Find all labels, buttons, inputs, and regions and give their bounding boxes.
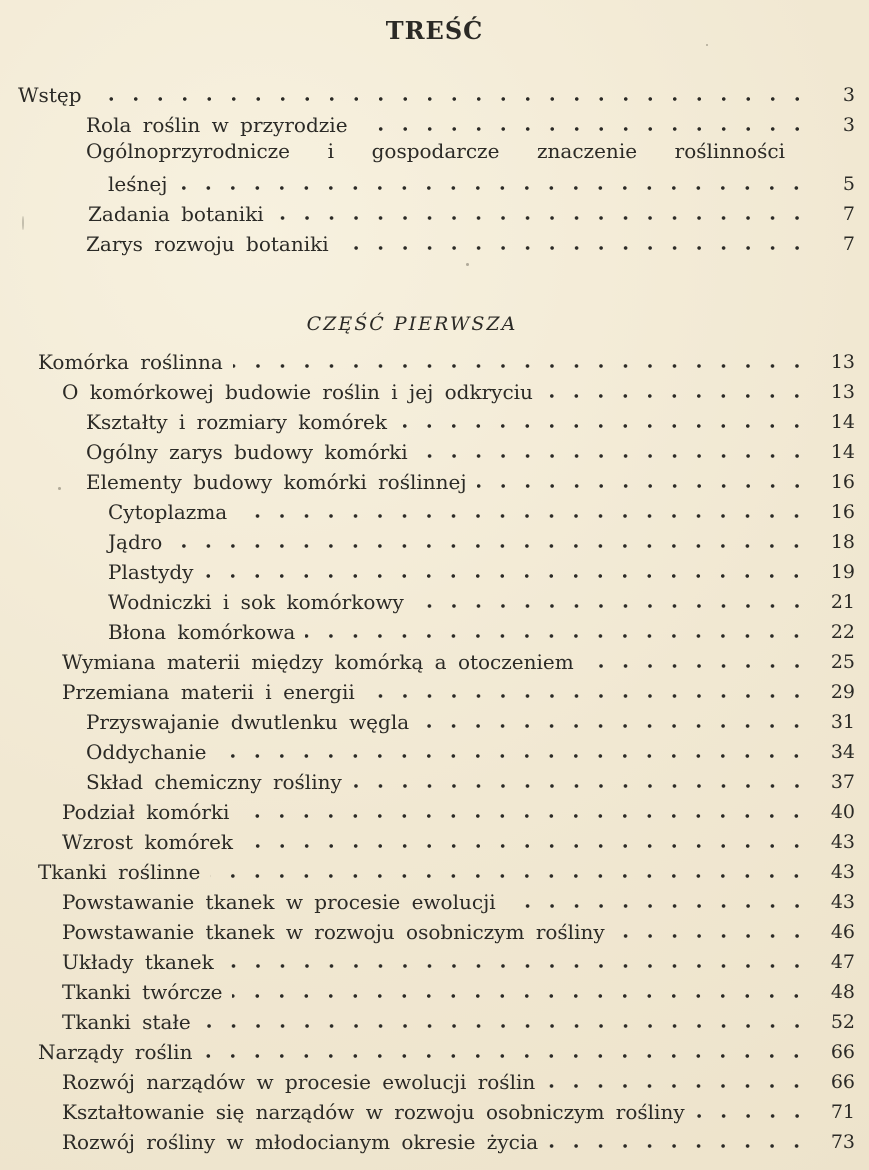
dot-leader [414, 604, 809, 608]
toc-entry-wodniczki[interactable] [108, 585, 855, 615]
paper-speck [22, 216, 24, 230]
toc-entry-elementy-budowy[interactable] [86, 465, 855, 495]
dot-leader [224, 964, 809, 968]
toc-page-number: 66 [830, 1071, 855, 1093]
toc-page-number: 40 [830, 801, 855, 823]
toc-entry-title: Wymiana materii między komórką a otoczeniem [62, 650, 574, 674]
paper-speck [706, 44, 708, 46]
dot-leader [92, 97, 810, 101]
toc-page-number: 18 [830, 531, 855, 553]
toc-page-number: 66 [830, 1041, 855, 1063]
dot-leader [477, 484, 809, 488]
toc-page-number: 7 [842, 233, 855, 255]
toc-page-number: 43 [830, 861, 855, 883]
dot-leader [543, 394, 809, 398]
toc-entry-title: Błona komórkowa [108, 620, 296, 644]
toc-entry-title: Tkanki stałe [62, 1010, 191, 1034]
page-title: TREŚĆ [385, 16, 484, 45]
toc-entry-znaczenie-line2[interactable] [108, 167, 855, 197]
toc-entry-title: Kształty i rozmiary komórek [86, 410, 387, 434]
paper-speck [466, 263, 469, 266]
toc-page-number: 22 [830, 621, 855, 643]
toc-entry-uklady-tkanek[interactable] [62, 945, 855, 975]
toc-page-number: 43 [830, 831, 855, 853]
dot-leader [172, 544, 809, 548]
toc-entry-rozwoj-narzadow[interactable] [62, 1065, 855, 1095]
toc-entry-title: Tkanki roślinne [38, 860, 201, 884]
toc-entry-word: gospodarcze [371, 139, 500, 163]
toc-page-number: 43 [830, 891, 855, 913]
toc-entry-title: Rozwój rośliny w młodocianym okresie życia [62, 1130, 539, 1154]
toc-entry-ksztaltowanie-narzadow[interactable] [62, 1095, 855, 1125]
dot-leader [243, 844, 809, 848]
toc-entry-title: Zadania botaniki [88, 202, 264, 226]
dot-leader [615, 934, 809, 938]
dot-leader [358, 127, 809, 131]
toc-page-number: 5 [842, 173, 855, 195]
toc-entry-znaczenie-line1[interactable] [86, 138, 785, 168]
toc-entry-plastydy[interactable] [108, 555, 855, 585]
toc-entry-tkanki-ewolucja[interactable] [62, 885, 855, 915]
dot-leader [365, 694, 809, 698]
toc-page-number: 14 [830, 411, 855, 433]
toc-page-number: 37 [830, 771, 855, 793]
dot-leader [397, 424, 809, 428]
toc-entry-title: Plastydy [108, 560, 194, 584]
dot-leader [237, 514, 809, 518]
dot-leader [584, 664, 809, 668]
toc-entry-title: Skład chemiczny rośliny [86, 770, 342, 794]
dot-leader [506, 904, 809, 908]
toc-page-number: 16 [830, 501, 855, 523]
toc-entry-zadania-botaniki[interactable] [88, 197, 855, 227]
toc-entry-ksztalty-komorek[interactable] [86, 405, 855, 435]
toc-page-number: 29 [830, 681, 855, 703]
toc-entry-podzial-komorki[interactable] [62, 795, 855, 825]
paper-speck [58, 487, 61, 490]
toc-entry-title: Wstęp [18, 83, 82, 107]
toc-entry-title: Jądro [108, 530, 163, 554]
toc-entry-oddychanie[interactable] [86, 735, 855, 765]
dot-leader [548, 1144, 809, 1148]
toc-entry-title: Powstawanie tkanek w procesie ewolucji [62, 890, 496, 914]
dot-leader [233, 364, 809, 368]
toc-entry-title: Przemiana materii i energii [62, 680, 355, 704]
dot-leader [177, 186, 809, 190]
toc-entry-title: Ogólny zarys budowy komórki [86, 440, 408, 464]
toc-entry-word: Ogólnoprzyrodnicze [86, 139, 291, 163]
toc-page-number: 25 [830, 651, 855, 673]
toc-entry-title: Przyswajanie dwutlenku węgla [86, 710, 410, 734]
toc-entry-title: Rola roślin w przyrodzie [86, 113, 348, 137]
dot-leader [545, 1084, 809, 1088]
toc-page-number: 21 [830, 591, 855, 613]
toc-entry-title: Oddychanie [86, 740, 207, 764]
dot-leader [210, 874, 809, 878]
toc-entry-title: Podział komórki [62, 800, 230, 824]
toc-entry-title: Cytoplazma [108, 500, 228, 524]
toc-entry-rozwoj-mlodocianym[interactable] [62, 1125, 855, 1155]
toc-entry-word: roślinności [674, 139, 785, 163]
toc-page-number: 19 [830, 561, 855, 583]
toc-entry-rola-roslin[interactable] [86, 108, 855, 138]
part-heading: CZĘŚĆ PIERWSZA [306, 313, 518, 335]
toc-page-number: 34 [830, 741, 855, 763]
toc-page-number: 48 [830, 981, 855, 1003]
toc-entry-tkanki-roslinne[interactable] [38, 855, 855, 885]
toc-entry-przemiana-materii[interactable] [62, 675, 855, 705]
toc-page-number: 13 [830, 351, 855, 373]
dot-leader [232, 994, 809, 998]
toc-entry-narzady-roslin[interactable] [38, 1035, 855, 1065]
toc-entry-title: Układy tkanek [62, 950, 214, 974]
dot-leader [274, 216, 809, 220]
dot-leader [339, 246, 809, 250]
toc-entry-title: Kształtowanie się narządów w rozwoju osobniczym rośliny [62, 1100, 685, 1124]
toc-entry-wstep[interactable] [18, 78, 855, 108]
toc-entry-word: i [327, 139, 335, 163]
toc-entry-przyswajanie[interactable] [86, 705, 855, 735]
toc-page-number: 46 [830, 921, 855, 943]
toc-page-number: 16 [830, 471, 855, 493]
toc-entry-cytoplazma[interactable] [108, 495, 855, 525]
dot-leader [419, 724, 809, 728]
toc-entry-title: Zarys rozwoju botaniki [86, 232, 329, 256]
dot-leader [239, 814, 809, 818]
toc-entry-title: O komórkowej budowie roślin i jej odkryciu [62, 380, 533, 404]
toc-page-number: 14 [830, 441, 855, 463]
toc-entry-blona-komorkowa[interactable] [108, 615, 855, 645]
toc-page-number: 52 [830, 1011, 855, 1033]
toc-page-number: 3 [842, 114, 855, 136]
toc-entry-sklad-chemiczny[interactable] [86, 765, 855, 795]
toc-entry-title: Powstawanie tkanek w rozwoju osobniczym rośliny [62, 920, 605, 944]
toc-entry-title: Komórka roślinna [38, 350, 223, 374]
toc-page-number: 7 [842, 203, 855, 225]
toc-entry-zarys-budowy[interactable] [86, 435, 855, 465]
dot-leader [203, 574, 809, 578]
toc-entry-jadro[interactable] [108, 525, 855, 555]
toc-entry-title: Wodniczki i sok komórkowy [108, 590, 404, 614]
toc-entry-zarys-rozwoju[interactable] [86, 227, 855, 257]
toc-entry-budowa-komorkowa[interactable] [62, 375, 855, 405]
toc-entry-tkanki-osobniczy[interactable] [62, 915, 855, 945]
toc-entry-title: leśnej [108, 172, 168, 196]
toc-entry-wymiana-materii[interactable] [62, 645, 855, 675]
toc-entry-title: Tkanki twórcze [62, 980, 223, 1004]
dot-leader [202, 1054, 809, 1058]
toc-entry-title: Narządy roślin [38, 1040, 193, 1064]
toc-entry-word: znaczenie [537, 139, 638, 163]
toc-page-number: 47 [830, 951, 855, 973]
toc-entry-wzrost-komorek[interactable] [62, 825, 855, 855]
dot-leader [695, 1114, 809, 1118]
toc-entry-tkanki-tworcze[interactable] [62, 975, 855, 1005]
toc-entry-title: Rozwój narządów w procesie ewolucji roślin [62, 1070, 536, 1094]
toc-entry-title: Wzrost komórek [62, 830, 234, 854]
dot-leader [418, 454, 809, 458]
toc-page-number: 13 [830, 381, 855, 403]
dot-leader [201, 1024, 809, 1028]
toc-page-number: 3 [842, 84, 855, 106]
toc-page-number: 73 [830, 1131, 855, 1153]
dot-leader [305, 634, 809, 638]
toc-entry-komorka-roslinna[interactable] [38, 345, 855, 375]
toc-entry-title: Elementy budowy komórki roślinnej [86, 470, 467, 494]
toc-entry-tkanki-stale[interactable] [62, 1005, 855, 1035]
toc-page-number: 31 [830, 711, 855, 733]
toc-page-number: 71 [830, 1101, 855, 1123]
dot-leader [352, 784, 809, 788]
dot-leader [216, 754, 809, 758]
